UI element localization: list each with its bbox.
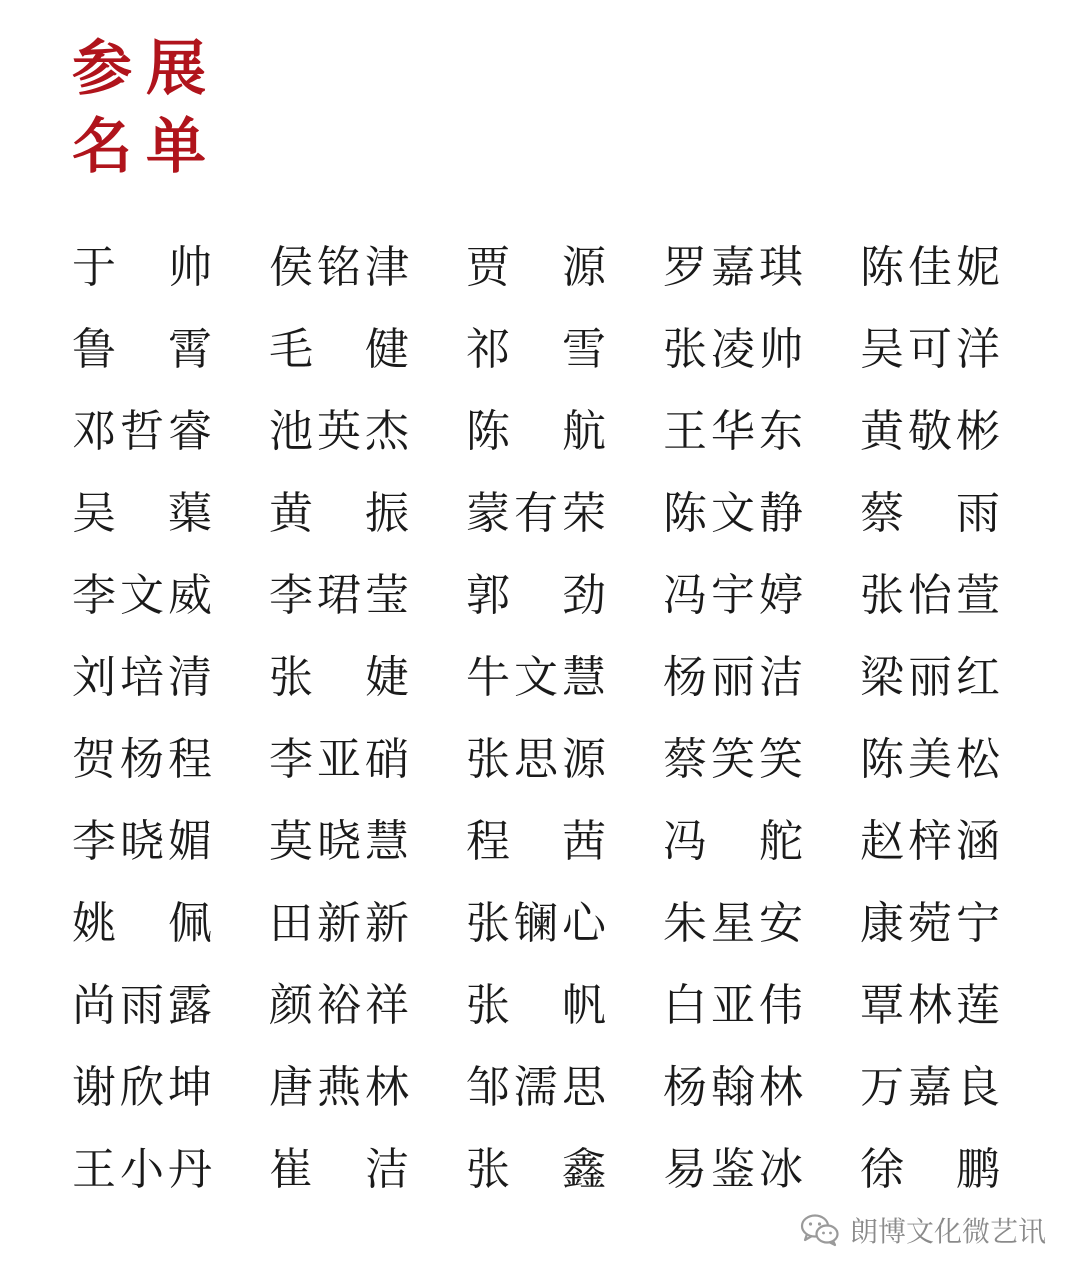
name-character: 伟 [759, 980, 803, 1031]
name-character: 睿 [168, 406, 212, 457]
participant-name [466, 304, 606, 386]
name-character: 威 [168, 570, 212, 621]
participant-name [466, 1124, 606, 1206]
participant-name [663, 386, 803, 468]
name-character: 覃 [860, 980, 904, 1031]
name-character: 陈 [860, 734, 904, 785]
participant-name [860, 304, 1000, 386]
name-character: 新 [317, 898, 361, 949]
participant-name [269, 632, 409, 714]
name-character: 佳 [908, 242, 952, 293]
name-character: 张 [663, 324, 707, 375]
page-title [72, 30, 220, 186]
name-character: 吴 [72, 488, 116, 539]
name-character: 李 [72, 570, 116, 621]
name-character: 邓 [72, 406, 116, 457]
name-character: 培 [120, 652, 164, 703]
name-character: 镧 [514, 898, 558, 949]
participant-name [269, 796, 409, 878]
name-character: 唐 [269, 1062, 313, 1113]
name-character: 冰 [759, 1144, 803, 1195]
participant-name [72, 796, 212, 878]
participant-name [269, 468, 409, 550]
name-character: 文 [120, 570, 164, 621]
name-character: 思 [562, 1062, 606, 1113]
participant-name [269, 960, 409, 1042]
name-character: 涵 [956, 816, 1000, 867]
name-character: 欣 [120, 1062, 164, 1113]
name-character: 静 [759, 488, 803, 539]
name-character: 李 [72, 816, 116, 867]
name-character: 航 [562, 406, 606, 457]
name-character: 萱 [956, 570, 1000, 621]
name-character: 霄 [168, 324, 212, 375]
name-character: 亚 [711, 980, 755, 1031]
name-character: 坤 [168, 1062, 212, 1113]
name-character: 英 [317, 406, 361, 457]
name-character: 珺 [317, 570, 361, 621]
name-character: 田 [269, 898, 313, 949]
participant-name [466, 468, 606, 550]
name-character: 邹 [466, 1062, 510, 1113]
name-character: 心 [562, 898, 606, 949]
name-character: 鲁 [72, 324, 116, 375]
name-character: 莫 [269, 816, 313, 867]
name-character: 蕖 [168, 488, 212, 539]
name-character: 冯 [663, 570, 707, 621]
participant-name [860, 714, 1000, 796]
name-character: 菀 [908, 898, 952, 949]
participant-name [72, 1124, 212, 1206]
name-character: 洋 [956, 324, 1000, 375]
participant-name [663, 222, 803, 304]
name-character: 源 [562, 734, 606, 785]
name-character: 毛 [269, 324, 313, 375]
participant-name [663, 878, 803, 960]
name-character: 颜 [269, 980, 313, 1031]
name-character: 华 [711, 406, 755, 457]
name-character: 易 [663, 1144, 707, 1195]
participant-name [663, 304, 803, 386]
name-character: 婷 [759, 570, 803, 621]
name-character: 张 [466, 1144, 510, 1195]
participant-name [269, 304, 409, 386]
participant-name [860, 1042, 1000, 1124]
name-character: 冯 [663, 816, 707, 867]
name-character: 晓 [120, 816, 164, 867]
name-character: 洁 [365, 1144, 409, 1195]
name-character: 徐 [860, 1144, 904, 1195]
participant-name [466, 714, 606, 796]
name-character: 文 [514, 652, 558, 703]
name-character: 雪 [562, 324, 606, 375]
name-character: 燕 [317, 1062, 361, 1113]
participant-name [860, 960, 1000, 1042]
name-character: 张 [269, 652, 313, 703]
name-character: 帅 [759, 324, 803, 375]
name-character: 张 [466, 980, 510, 1031]
name-character: 亚 [317, 734, 361, 785]
name-character: 有 [514, 488, 558, 539]
name-character: 张 [466, 734, 510, 785]
participant-name [466, 632, 606, 714]
name-character: 蔡 [860, 488, 904, 539]
name-character: 雨 [120, 980, 164, 1031]
title-line-2: 名单 [72, 112, 220, 182]
participant-name [663, 960, 803, 1042]
participant-name [860, 468, 1000, 550]
name-character: 丽 [711, 652, 755, 703]
name-character: 陈 [663, 488, 707, 539]
name-character: 嘉 [711, 242, 755, 293]
name-character: 劲 [562, 570, 606, 621]
name-character: 王 [72, 1144, 116, 1195]
name-character: 宇 [711, 570, 755, 621]
name-character: 文 [711, 488, 755, 539]
name-character: 梓 [908, 816, 952, 867]
name-character: 梁 [860, 652, 904, 703]
name-character: 郭 [466, 570, 510, 621]
participant-name [663, 550, 803, 632]
name-character: 张 [466, 898, 510, 949]
participant-name [663, 714, 803, 796]
name-character: 李 [269, 734, 313, 785]
name-character: 尚 [72, 980, 116, 1031]
name-character: 荣 [562, 488, 606, 539]
name-character: 陈 [466, 406, 510, 457]
name-character: 杨 [663, 1062, 707, 1113]
name-character: 媚 [168, 816, 212, 867]
name-character: 于 [72, 242, 116, 293]
name-character: 怡 [908, 570, 952, 621]
name-character: 侯 [269, 242, 313, 293]
name-character: 清 [168, 652, 212, 703]
participant-name [663, 1042, 803, 1124]
name-character: 可 [908, 324, 952, 375]
name-character: 良 [956, 1062, 1000, 1113]
name-character: 裕 [317, 980, 361, 1031]
participant-name [466, 386, 606, 468]
participant-name [72, 304, 212, 386]
name-character: 铭 [317, 242, 361, 293]
name-character: 健 [365, 324, 409, 375]
name-character: 程 [466, 816, 510, 867]
name-character: 贾 [466, 242, 510, 293]
name-character: 舵 [759, 816, 803, 867]
participant-name [269, 714, 409, 796]
name-character: 帅 [168, 242, 212, 293]
name-character: 慧 [365, 816, 409, 867]
name-character: 黄 [860, 406, 904, 457]
name-character: 杨 [120, 734, 164, 785]
participant-name [72, 1042, 212, 1124]
name-character: 茜 [562, 816, 606, 867]
participant-name [269, 550, 409, 632]
name-character: 丹 [168, 1144, 212, 1195]
name-character: 莹 [365, 570, 409, 621]
name-character: 贺 [72, 734, 116, 785]
name-character: 赵 [860, 816, 904, 867]
name-character: 蒙 [466, 488, 510, 539]
name-character: 凌 [711, 324, 755, 375]
name-character: 祁 [466, 324, 510, 375]
name-character: 杰 [365, 406, 409, 457]
participant-name [663, 468, 803, 550]
name-character: 罗 [663, 242, 707, 293]
name-character: 丽 [908, 652, 952, 703]
name-character: 杨 [663, 652, 707, 703]
name-character: 蔡 [663, 734, 707, 785]
participant-name [860, 222, 1000, 304]
name-character: 东 [759, 406, 803, 457]
name-character: 朱 [663, 898, 707, 949]
name-character: 晓 [317, 816, 361, 867]
name-character: 洁 [759, 652, 803, 703]
name-character: 雨 [956, 488, 1000, 539]
participant-name [466, 1042, 606, 1124]
participant-name [860, 878, 1000, 960]
name-character: 王 [663, 406, 707, 457]
participant-name [269, 386, 409, 468]
name-character: 妮 [956, 242, 1000, 293]
name-character: 振 [365, 488, 409, 539]
title-line-1: 参展 [72, 34, 220, 104]
name-character: 津 [365, 242, 409, 293]
participant-name [72, 632, 212, 714]
name-grid [72, 222, 1012, 1206]
name-character: 祥 [365, 980, 409, 1031]
name-character: 露 [168, 980, 212, 1031]
participant-name [663, 632, 803, 714]
name-character: 哲 [120, 406, 164, 457]
name-character: 小 [120, 1144, 164, 1195]
name-character: 安 [759, 898, 803, 949]
name-character: 思 [514, 734, 558, 785]
name-character: 翰 [711, 1062, 755, 1113]
name-character: 莲 [956, 980, 1000, 1031]
footer-watermark [800, 1210, 1046, 1250]
name-character: 宁 [956, 898, 1000, 949]
participant-name [860, 550, 1000, 632]
participant-name [269, 222, 409, 304]
name-character: 程 [168, 734, 212, 785]
participant-name [269, 1124, 409, 1206]
participant-name [860, 1124, 1000, 1206]
name-character: 琪 [759, 242, 803, 293]
participant-name [663, 796, 803, 878]
name-character: 鹏 [956, 1144, 1000, 1195]
participant-name [72, 386, 212, 468]
name-character: 濡 [514, 1062, 558, 1113]
name-character: 林 [759, 1062, 803, 1113]
name-character: 陈 [860, 242, 904, 293]
name-character: 美 [908, 734, 952, 785]
name-character: 张 [860, 570, 904, 621]
name-character: 康 [860, 898, 904, 949]
participant-name [663, 1124, 803, 1206]
footer-source-text: 朗博文化微艺讯 [849, 1215, 1046, 1248]
name-character: 松 [956, 734, 1000, 785]
name-character: 池 [269, 406, 313, 457]
name-character: 林 [365, 1062, 409, 1113]
participant-name [72, 550, 212, 632]
name-character: 婕 [365, 652, 409, 703]
name-character: 鉴 [711, 1144, 755, 1195]
name-character: 崔 [269, 1144, 313, 1195]
participant-name [860, 632, 1000, 714]
participant-name [466, 796, 606, 878]
name-character: 佩 [168, 898, 212, 949]
name-character: 笑 [711, 734, 755, 785]
name-character: 嘉 [908, 1062, 952, 1113]
name-character: 敬 [908, 406, 952, 457]
participant-name [269, 1042, 409, 1124]
name-character: 吴 [860, 324, 904, 375]
name-character: 笑 [759, 734, 803, 785]
participant-name [72, 222, 212, 304]
name-character: 谢 [72, 1062, 116, 1113]
participant-name [72, 468, 212, 550]
participant-name [860, 386, 1000, 468]
participant-name [72, 714, 212, 796]
participant-name [466, 550, 606, 632]
name-character: 万 [860, 1062, 904, 1113]
participant-name [269, 878, 409, 960]
name-character: 刘 [72, 652, 116, 703]
wechat-icon [800, 1213, 840, 1247]
name-character: 源 [562, 242, 606, 293]
name-character: 鑫 [562, 1144, 606, 1195]
participant-name [466, 960, 606, 1042]
participant-name [860, 796, 1000, 878]
name-character: 彬 [956, 406, 1000, 457]
name-character: 星 [711, 898, 755, 949]
name-character: 硝 [365, 734, 409, 785]
participant-name [72, 878, 212, 960]
name-character: 姚 [72, 898, 116, 949]
name-character: 白 [663, 980, 707, 1031]
name-character: 林 [908, 980, 952, 1031]
name-character: 牛 [466, 652, 510, 703]
participant-name [466, 222, 606, 304]
name-character: 黄 [269, 488, 313, 539]
name-character: 帆 [562, 980, 606, 1031]
participant-name [466, 878, 606, 960]
name-character: 李 [269, 570, 313, 621]
name-character: 慧 [562, 652, 606, 703]
participant-name [72, 960, 212, 1042]
name-character: 新 [365, 898, 409, 949]
name-character: 红 [956, 652, 1000, 703]
